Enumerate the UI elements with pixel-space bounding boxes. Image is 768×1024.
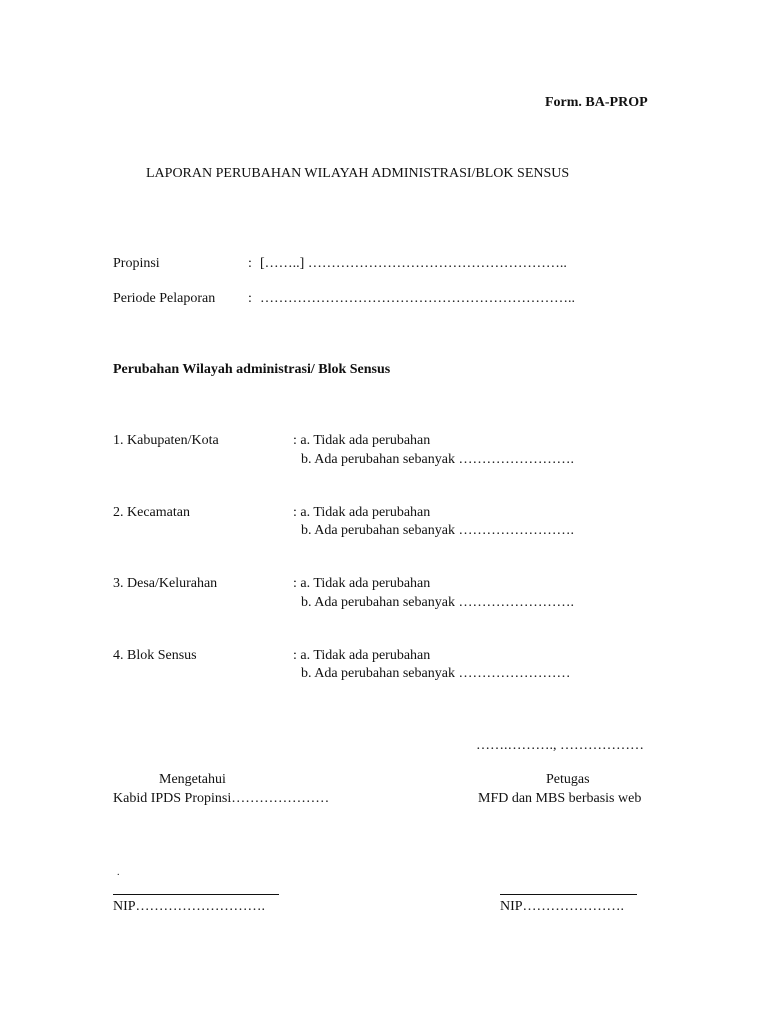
item-option-b-blok: b. Ada perubahan sebanyak …………………… <box>301 666 571 681</box>
right-nip: NIP…………………. <box>500 899 625 914</box>
field-value-propinsi: [……..] ……………………………………………….. <box>260 256 567 271</box>
item-option-b-kecamatan: b. Ada perubahan sebanyak ……………………. <box>301 523 574 538</box>
section-heading: Perubahan Wilayah administrasi/ Blok Sensus <box>113 362 391 377</box>
document-title: LAPORAN PERUBAHAN WILAYAH ADMINISTRASI/BLOK SENSUS <box>146 166 570 181</box>
item-label-kecamatan: 2. Kecamatan <box>113 505 190 520</box>
item-option-a-blok: : a. Tidak ada perubahan <box>293 648 431 663</box>
right-signature-line <box>500 894 637 895</box>
field-colon-propinsi: : <box>248 256 252 271</box>
item-label-desa: 3. Desa/Kelurahan <box>113 576 218 591</box>
field-colon-periode: : <box>248 291 252 306</box>
field-value-periode: ………………………………………………………….. <box>260 291 575 306</box>
right-signer-title: Petugas <box>546 772 590 787</box>
left-nip: NIP………………………. <box>113 899 266 914</box>
item-option-a-kabupaten: : a. Tidak ada perubahan <box>293 433 431 448</box>
item-label-kabupaten: 1. Kabupaten/Kota <box>113 433 219 448</box>
item-label-blok: 4. Blok Sensus <box>113 648 197 663</box>
place-date: …….………., ……………… <box>476 738 644 753</box>
item-option-b-kabupaten: b. Ada perubahan sebanyak ……………………. <box>301 452 574 467</box>
left-signer-title: Mengetahui <box>159 772 226 787</box>
left-signature-line <box>113 894 279 895</box>
field-label-periode: Periode Pelaporan <box>113 291 216 306</box>
item-option-b-desa: b. Ada perubahan sebanyak ……………………. <box>301 595 574 610</box>
item-option-a-desa: : a. Tidak ada perubahan <box>293 576 431 591</box>
field-label-propinsi: Propinsi <box>113 256 160 271</box>
form-code: Form. BA-PROP <box>545 95 648 110</box>
stray-dot: . <box>117 867 120 878</box>
right-signer-role: MFD dan MBS berbasis web <box>478 791 642 806</box>
left-signer-role: Kabid IPDS Propinsi………………… <box>113 791 330 806</box>
item-option-a-kecamatan: : a. Tidak ada perubahan <box>293 505 431 520</box>
